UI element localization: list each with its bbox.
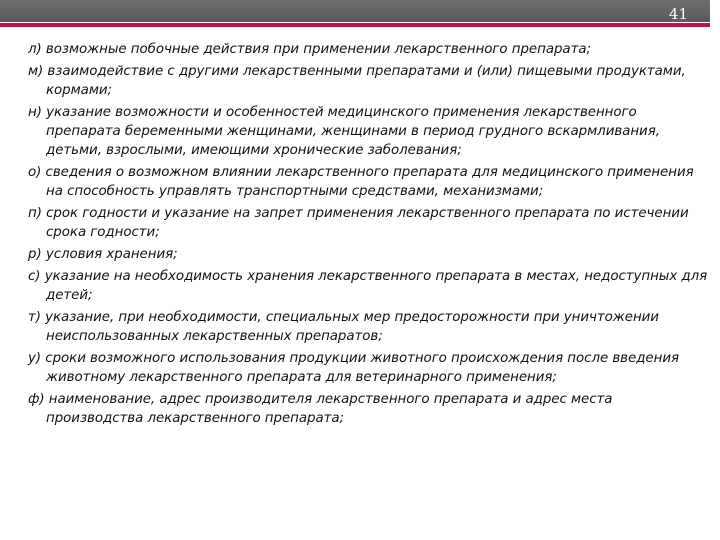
list-item-u: у) сроки возможного использования продукции животного происхождения после введения животному лекарственного препарата для ветеринарного применения; (28, 351, 679, 385)
list-item-f: ф) наименование, адрес производителя лекарственного препарата и адрес места производства лекарственного препарата; (28, 392, 613, 426)
list-item-n: н) указание возможности и особенностей медицинского применения лекарственного препарата беременными женщинами, женщинами в период грудного вскармливания, детьми, взрослыми, имеющими хронические заболевания; (28, 105, 660, 158)
list-item-m: м) взаимодействие с другими лекарственными препаратами и (или) пищевыми продуктами, кормами; (28, 64, 686, 98)
accent-line (0, 23, 710, 27)
header-bar (0, 0, 710, 22)
list-item-l: л) возможные побочные действия при применении лекарственного препарата; (28, 42, 591, 57)
list-item-o: о) сведения о возможном влиянии лекарственного препарата для медицинского применения на способность управлять транспортными средствами, механизмами; (28, 165, 694, 199)
list-item-r: р) условия хранения; (28, 247, 178, 262)
page-number: 41 (668, 5, 688, 23)
list-item-p: п) срок годности и указание на запрет применения лекарственного препарата по истечении срока годности; (28, 206, 689, 240)
list-item-t: т) указание, при необходимости, специальных мер предосторожности при уничтожении неиспользованных лекарственных препаратов; (28, 310, 659, 344)
requirements-list (28, 40, 708, 431)
list-item-s: с) указание на необходимость хранения лекарственного препарата в местах, недоступных для детей; (28, 269, 708, 303)
